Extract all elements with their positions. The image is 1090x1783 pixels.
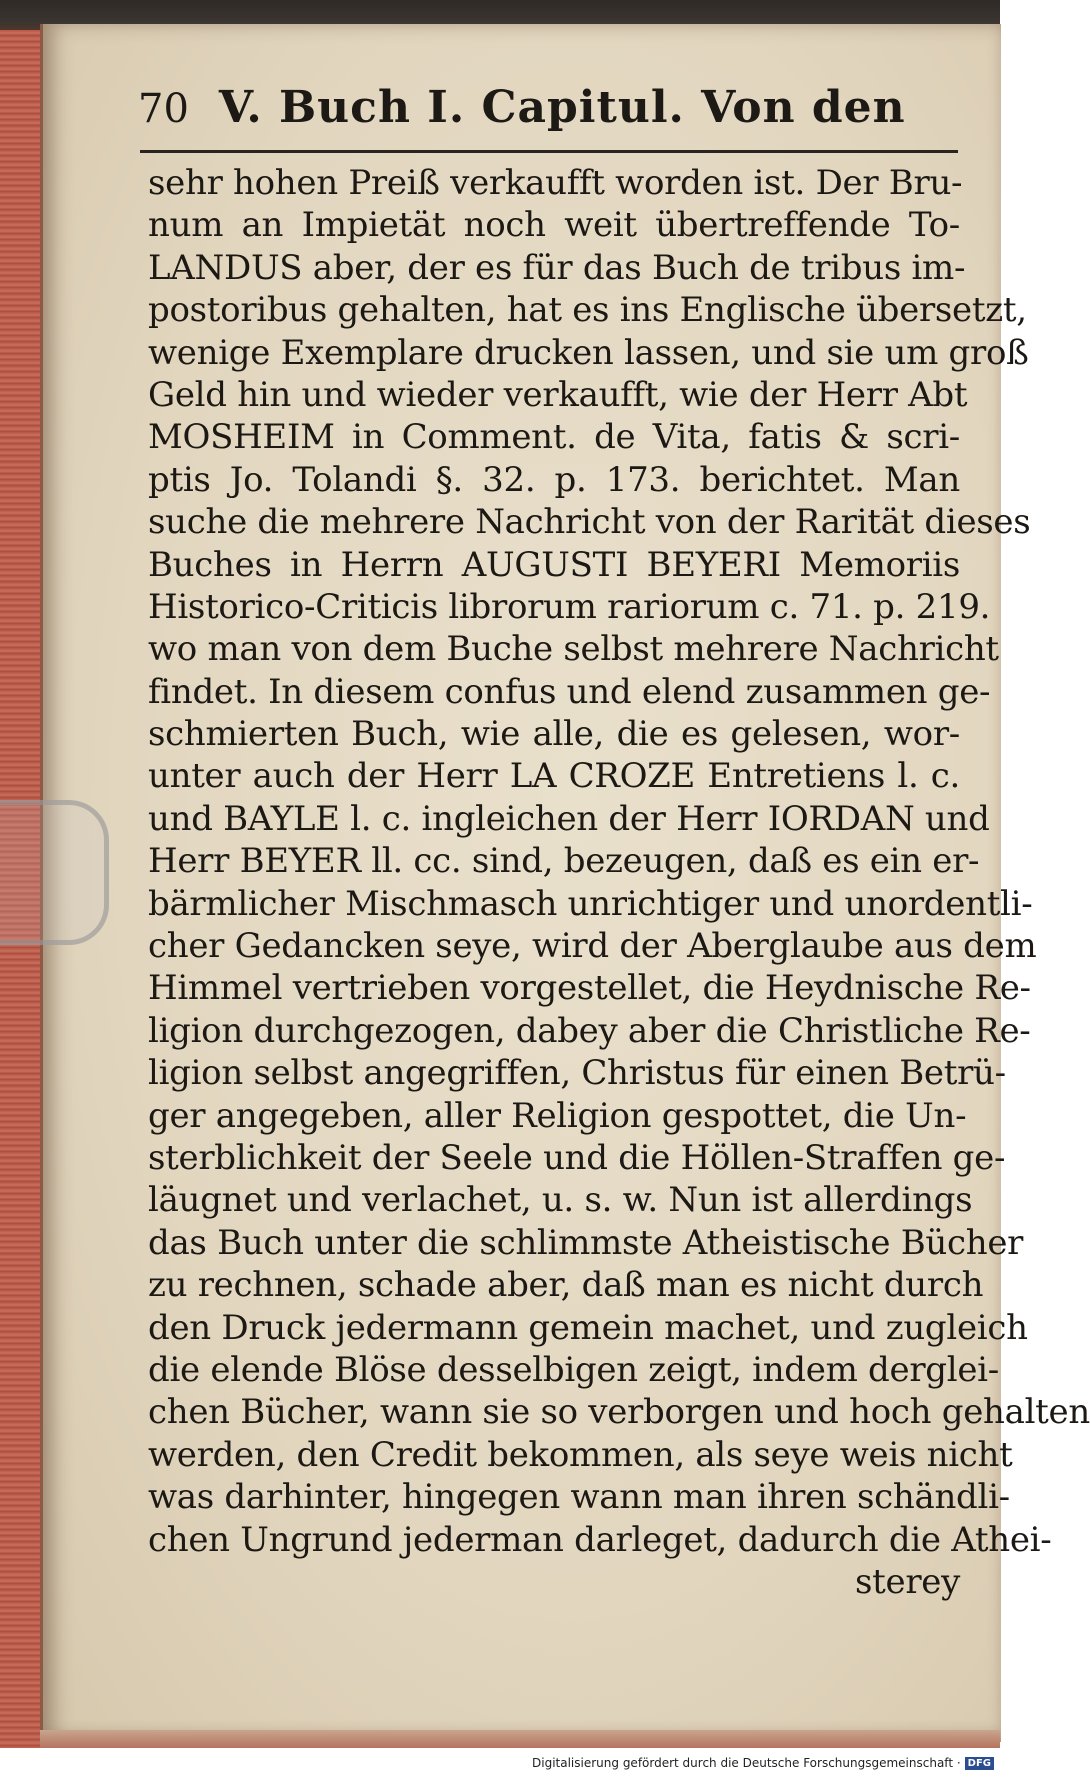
text-line: Historico-Criticis librorum rariorum c. 71. p. 219. bbox=[148, 586, 991, 627]
text-line: was darhinter, hingegen wann man ihren schändli- bbox=[148, 1477, 1010, 1518]
running-head: V. Buch I. Capitul. Von den bbox=[218, 82, 906, 133]
text-line: num an Impietät noch weit übertreffende To- bbox=[148, 205, 960, 246]
text-line: werden, den Credit bekommen, als seye weis nicht bbox=[148, 1434, 1013, 1475]
page-number: 70 bbox=[138, 86, 189, 132]
text-line: ptis Jo. Tolandi §. 32. p. 173. berichtet. Man bbox=[148, 459, 960, 500]
text-line: unter auch der Herr LA CROZE Entretiens l. c. bbox=[148, 756, 960, 797]
page-header bbox=[138, 82, 958, 152]
digitization-credit bbox=[532, 1756, 994, 1770]
text-line: den Druck jedermann gemein machet, und zugleich bbox=[148, 1307, 1028, 1348]
text-line: LANDUS aber, der es für das Buch de tribus im- bbox=[148, 247, 966, 288]
text-line: chen Ungrund jederman darleget, dadurch die Athei- bbox=[148, 1519, 1052, 1560]
text-line: ger angegeben, aller Religion gespottet, die Un- bbox=[148, 1095, 967, 1136]
text-line: cher Gedancken seye, wird der Aberglaube aus dem bbox=[148, 926, 1037, 967]
text-line: und BAYLE l. c. ingleichen der Herr IORDAN und bbox=[148, 798, 990, 839]
text-line: suche die mehrere Nachricht von der Rarität dieses bbox=[148, 502, 1031, 543]
text-line: schmierten Buch, wie alle, die es gelesen, wor- bbox=[148, 714, 960, 755]
text-line: sterey bbox=[854, 1561, 960, 1602]
text-line: MOSHEIM in Comment. de Vita, fatis & scri- bbox=[148, 417, 960, 458]
text-line: wo man von dem Buche selbst mehrere Nachricht bbox=[148, 629, 999, 670]
text-line: postoribus gehalten, hat es ins Englische übersetzt, bbox=[148, 290, 1027, 331]
text-line: ligion selbst angegriffen, Christus für einen Betrü- bbox=[148, 1053, 1006, 1094]
page-bottom-edge bbox=[40, 1730, 1000, 1748]
text-line: Geld hin und wieder verkaufft, wie der Herr Abt bbox=[148, 374, 968, 415]
text-line: Herr BEYER ll. cc. sind, bezeugen, daß es ein er- bbox=[148, 841, 980, 882]
text-line: sterblichkeit der Seele und die Höllen-Straffen ge- bbox=[148, 1137, 1006, 1178]
text-line: ligion durchgezogen, dabey aber die Christliche Re- bbox=[148, 1010, 1031, 1051]
text-line: wenige Exemplare drucken lassen, und sie um groß bbox=[148, 332, 1029, 373]
text-line: Buches in Herrn AUGUSTI BEYERI Memoriis bbox=[148, 544, 960, 585]
credit-text: Digitalisierung gefördert durch die Deutsche Forschungsgemeinschaft · bbox=[532, 1756, 961, 1770]
text-line: chen Bücher, wann sie so verborgen und hoch gehalten bbox=[148, 1392, 1090, 1433]
text-line: findet. In diesem confus und elend zusammen ge- bbox=[148, 671, 991, 712]
dfg-logo: DFG bbox=[965, 1757, 994, 1770]
text-line: zu rechnen, schade aber, daß man es nicht durch bbox=[148, 1265, 984, 1306]
header-rule bbox=[140, 150, 958, 153]
page-clip bbox=[0, 800, 109, 945]
text-line: das Buch unter die schlimmste Atheistische Bücher bbox=[148, 1222, 1024, 1263]
text-line: Himmel vertrieben vorgestellet, die Heydnische Re- bbox=[148, 968, 1031, 1009]
body-text bbox=[148, 162, 1090, 1603]
text-line: bärmlicher Mischmasch unrichtiger und unordentli- bbox=[148, 883, 1033, 924]
text-line: sehr hohen Preiß verkaufft worden ist. Der Bru- bbox=[148, 163, 963, 203]
text-line: die elende Blöse desselbigen zeigt, indem derglei- bbox=[148, 1349, 999, 1390]
text-line: läugnet und verlachet, u. s. w. Nun ist allerdings bbox=[148, 1180, 973, 1221]
